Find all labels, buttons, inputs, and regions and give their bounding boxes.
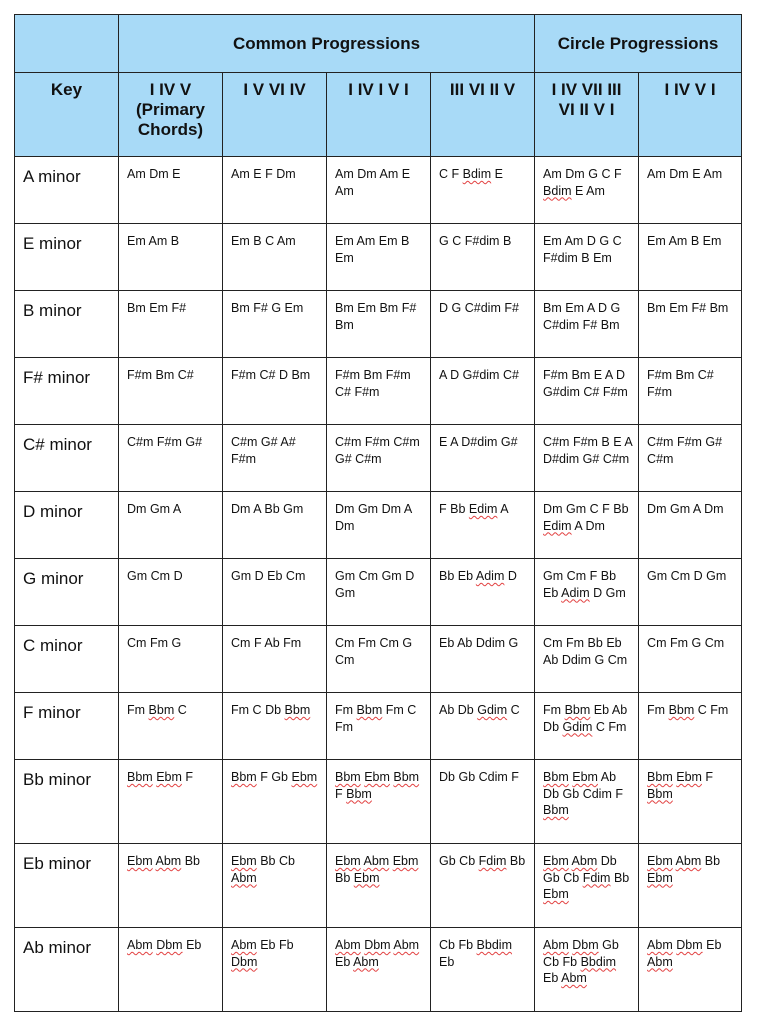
key-cell: E minor [15, 224, 119, 291]
chord-cell: F#m Bm C# [119, 358, 223, 425]
chord-cell: Fm C Db Bbm [223, 693, 327, 760]
chord-cell: C#m F#m G# C#m [639, 425, 742, 492]
chord-cell: Gm Cm F Bb Eb Adim D Gm [535, 559, 639, 626]
key-cell: F# minor [15, 358, 119, 425]
table-row [15, 693, 742, 760]
chord-cell: G C F#dim B [431, 224, 535, 291]
table-row [15, 224, 742, 291]
key-cell: A minor [15, 157, 119, 224]
chord-cell: Am Dm E [119, 157, 223, 224]
key-cell: Bb minor [15, 760, 119, 844]
table-row [15, 760, 742, 844]
table-row [15, 492, 742, 559]
chord-cell: Ebm Bb Cb Abm [223, 844, 327, 928]
chord-cell: Abm Dbm Abm Eb Abm [327, 928, 431, 1012]
chord-cell: Abm Dbm Eb [119, 928, 223, 1012]
chord-cell: Em Am B [119, 224, 223, 291]
key-cell: F minor [15, 693, 119, 760]
chord-cell: Dm A Bb Gm [223, 492, 327, 559]
table-row [15, 559, 742, 626]
chord-cell: Cm Fm Bb Eb Ab Ddim G Cm [535, 626, 639, 693]
chord-cell: Fm Bbm C Fm [639, 693, 742, 760]
chord-cell: Gm D Eb Cm [223, 559, 327, 626]
chord-cell: Cm Fm Cm G Cm [327, 626, 431, 693]
chord-cell: F Bb Edim A [431, 492, 535, 559]
column-header: I IV I V I [327, 73, 431, 157]
key-cell: G minor [15, 559, 119, 626]
chord-cell: Bm F# G Em [223, 291, 327, 358]
group-header-circle: Circle Progressions [535, 15, 742, 73]
corner-cell [15, 15, 119, 73]
chord-cell: Bm Em A D G C#dim F# Bm [535, 291, 639, 358]
chord-cell: Bbm Ebm Bbm F Bbm [327, 760, 431, 844]
chord-cell: Cb Fb Bbdim Eb [431, 928, 535, 1012]
chord-cell: Em Am Em B Em [327, 224, 431, 291]
column-header-key: Key [15, 73, 119, 157]
key-cell: B minor [15, 291, 119, 358]
chord-cell: Ebm Abm Bb [119, 844, 223, 928]
key-cell: D minor [15, 492, 119, 559]
chord-cell: Dm Gm Dm A Dm [327, 492, 431, 559]
key-cell: Ab minor [15, 928, 119, 1012]
chord-cell: Bbm F Gb Ebm [223, 760, 327, 844]
chord-cell: Bm Em Bm F# Bm [327, 291, 431, 358]
chord-cell: F#m Bm F#m C# F#m [327, 358, 431, 425]
chord-cell: Bbm Ebm Ab Db Gb Cdim F Bbm [535, 760, 639, 844]
table-row [15, 626, 742, 693]
chord-cell: Gm Cm D Gm [639, 559, 742, 626]
chord-cell: Ebm Abm Db Gb Cb Fdim Bb Ebm [535, 844, 639, 928]
chord-cell: Bb Eb Adim D [431, 559, 535, 626]
table-row [15, 291, 742, 358]
table-row [15, 157, 742, 224]
chord-cell: Dm Gm A [119, 492, 223, 559]
key-cell: C minor [15, 626, 119, 693]
chord-cell: C#m G# A# F#m [223, 425, 327, 492]
chord-cell: C F Bdim E [431, 157, 535, 224]
table-row [15, 928, 742, 1012]
chord-cell: Am Dm E Am [639, 157, 742, 224]
column-header: III VI II V [431, 73, 535, 157]
chord-cell: F#m Bm E A D G#dim C# F#m [535, 358, 639, 425]
chord-cell: E A D#dim G# [431, 425, 535, 492]
chord-cell: Ebm Abm Ebm Bb Ebm [327, 844, 431, 928]
chord-cell: Bm Em F# Bm [639, 291, 742, 358]
chord-cell: Eb Ab Ddim G [431, 626, 535, 693]
chord-cell: Fm Bbm C [119, 693, 223, 760]
chord-cell: D G C#dim F# [431, 291, 535, 358]
chord-cell: Fm Bbm Fm C Fm [327, 693, 431, 760]
chord-cell: Gb Cb Fdim Bb [431, 844, 535, 928]
chord-cell: Ebm Abm Bb Ebm [639, 844, 742, 928]
chord-cell: Em Am B Em [639, 224, 742, 291]
chord-cell: Abm Dbm Gb Cb Fb Bbdim Eb Abm [535, 928, 639, 1012]
chord-cell: Bm Em F# [119, 291, 223, 358]
column-header: I IV V I [639, 73, 742, 157]
chord-cell: C#m F#m C#m G# C#m [327, 425, 431, 492]
chord-cell: Am Dm G C F Bdim E Am [535, 157, 639, 224]
chord-cell: Cm Fm G Cm [639, 626, 742, 693]
chord-cell: F#m Bm C# F#m [639, 358, 742, 425]
chord-cell: Em Am D G C F#dim B Em [535, 224, 639, 291]
column-header: I IV VII III VI II V I [535, 73, 639, 157]
table-row [15, 425, 742, 492]
chord-cell: Bbm Ebm F Bbm [639, 760, 742, 844]
chord-cell: C#m F#m B E A D#dim G# C#m [535, 425, 639, 492]
chord-cell: Bbm Ebm F [119, 760, 223, 844]
chord-cell: Ab Db Gdim C [431, 693, 535, 760]
chord-cell: Abm Eb Fb Dbm [223, 928, 327, 1012]
chord-cell: A D G#dim C# [431, 358, 535, 425]
column-header: I V VI IV [223, 73, 327, 157]
chord-cell: Fm Bbm Eb Ab Db Gdim C Fm [535, 693, 639, 760]
key-cell: Eb minor [15, 844, 119, 928]
key-cell: C# minor [15, 425, 119, 492]
chord-cell: Abm Dbm Eb Abm [639, 928, 742, 1012]
chord-cell: Am E F Dm [223, 157, 327, 224]
chord-cell: Dm Gm C F Bb Edim A Dm [535, 492, 639, 559]
group-header-common: Common Progressions [119, 15, 535, 73]
chord-cell: Em B C Am [223, 224, 327, 291]
chord-cell: Cm Fm G [119, 626, 223, 693]
table-body [15, 157, 742, 1012]
chord-cell: C#m F#m G# [119, 425, 223, 492]
chord-cell: F#m C# D Bm [223, 358, 327, 425]
chord-cell: Cm F Ab Fm [223, 626, 327, 693]
table-row [15, 358, 742, 425]
chord-cell: Dm Gm A Dm [639, 492, 742, 559]
chord-progressions-table [14, 14, 742, 1012]
chord-cell: Gm Cm D [119, 559, 223, 626]
chord-cell: Gm Cm Gm D Gm [327, 559, 431, 626]
column-header: I IV V (Primary Chords) [119, 73, 223, 157]
chord-cell: Db Gb Cdim F [431, 760, 535, 844]
chord-cell: Am Dm Am E Am [327, 157, 431, 224]
table-row [15, 844, 742, 928]
